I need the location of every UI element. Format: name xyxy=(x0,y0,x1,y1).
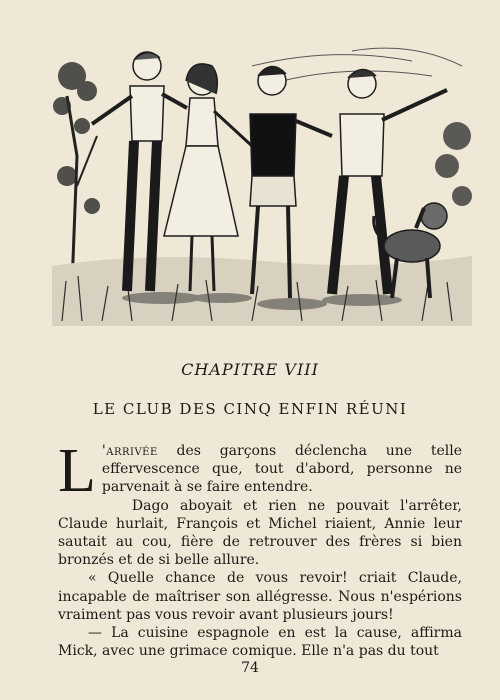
paragraph-3: « Quelle chance de vous revoir! criait Claude, incapable de maîtriser son allégresse. Nous n'espérions vraiment pas vous revoir avant plusieurs jours! xyxy=(58,570,462,623)
chapter-illustration xyxy=(52,36,472,326)
page-number: 74 xyxy=(241,660,259,676)
chapter-number: CHAPITRE VIII xyxy=(181,360,319,379)
paragraph-2: Dago aboyait et rien ne pouvait l'arrêter, Claude hurlait, François et Michel riaient, Annie leur sautait au cou, fière de retrouver des frères si bien bronzés et de si belle allure. xyxy=(58,497,462,569)
chapter-title: LE CLUB DES CINQ ENFIN RÉUNI xyxy=(92,400,408,418)
paragraph-1-rest: des garçons déclencha une telle effervescence que, tout d'abord, personne ne parvenait à se faire entendre. xyxy=(101,443,462,496)
body-text xyxy=(58,437,462,660)
drop-cap: L xyxy=(58,437,96,505)
lead-smallcaps: 'arrivée xyxy=(101,443,158,459)
paragraph-4: — La cuisine espagnole en est la cause, affirma Mick, avec une grimace comique. Elle n'a pas du tout xyxy=(58,625,462,660)
paragraph-1 xyxy=(58,437,462,505)
